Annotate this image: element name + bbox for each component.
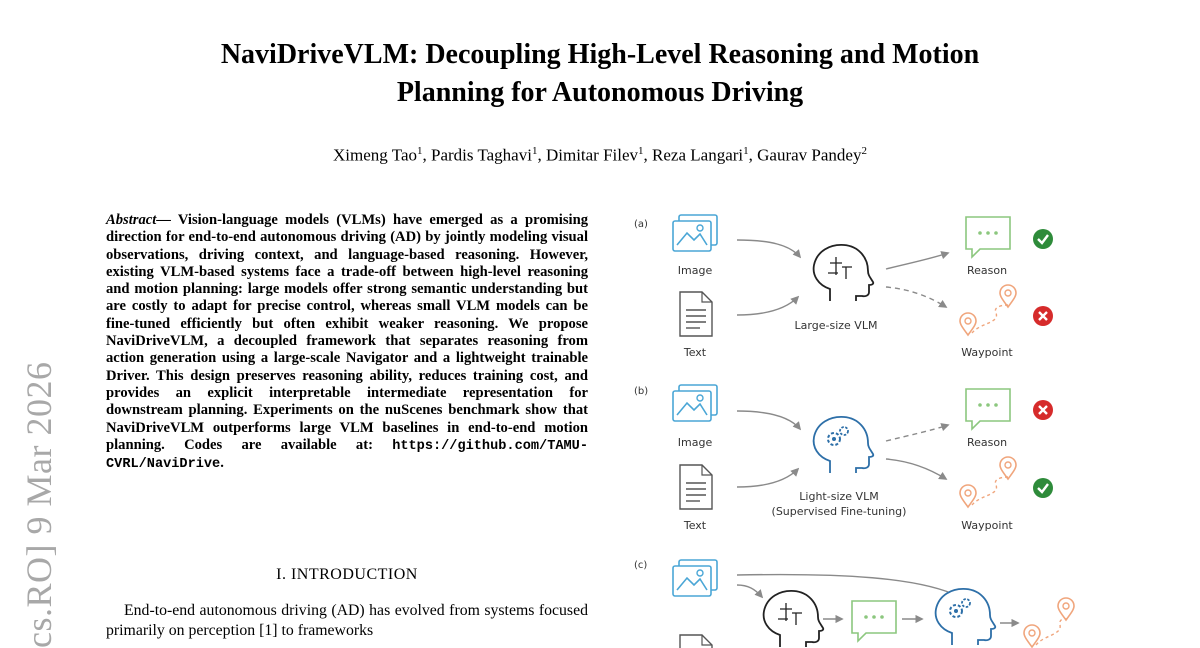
panel-b-tag: (b) <box>634 386 649 397</box>
panel-b-reason-label: Reason <box>966 436 1008 449</box>
cross-icon <box>1033 306 1053 326</box>
gear-head-icon <box>936 589 996 645</box>
author-name: Reza Langari <box>652 145 744 165</box>
author-list: Ximeng Tao$^1$, Pardis Taghavi$^1$, Dimitar Filev$^1$, Reza Langari$^1$, Gaurav Pandey$^2$ <box>333 145 867 165</box>
image-icon <box>673 560 717 596</box>
text-document-icon <box>680 292 712 336</box>
panel-b-model-sublabel: (Supervised Fine-tuning) <box>771 505 907 518</box>
gear-head-icon <box>814 417 874 473</box>
author-name: Dimitar Filev <box>545 145 639 165</box>
panel-a-image-label: Image <box>677 264 713 277</box>
text-document-icon <box>680 635 712 648</box>
reason-bubble-icon <box>966 217 1010 257</box>
intro-text: End-to-end autonomous driving (AD) has evolved from systems focused primarily on perception [1] to frameworks <box>106 602 588 639</box>
panel-b-image-label: Image <box>677 436 713 449</box>
brain-head-icon <box>814 245 874 301</box>
panel-c <box>634 560 1074 648</box>
panel-a-text-label: Text <box>683 346 707 359</box>
check-icon <box>1033 229 1053 249</box>
abstract-end: . <box>220 455 224 472</box>
title-line-1: NaviDriveVLM: Decoupling High-Level Reasoning and Motion <box>220 39 980 70</box>
panel-b-model-label: Light-size VLM <box>799 490 879 503</box>
section-heading: I. INTRODUCTION <box>276 566 418 583</box>
panel-c-tag: (c) <box>634 560 648 571</box>
abstract <box>106 212 588 473</box>
overview-figure <box>620 205 1090 648</box>
author-name: Ximeng Tao <box>333 145 417 165</box>
title-line-2: Planning for Autonomous Driving <box>396 77 804 108</box>
cross-icon <box>1033 400 1053 420</box>
image-icon <box>673 215 717 251</box>
panel-b-waypoint-label: Waypoint <box>961 519 1013 532</box>
panel-a <box>634 215 1053 359</box>
image-icon <box>673 385 717 421</box>
panel-a-model-label: Large-size VLM <box>794 319 878 332</box>
panel-b-text-label: Text <box>683 519 707 532</box>
panel-b <box>634 385 1053 532</box>
brain-head-icon <box>764 591 824 647</box>
author-name: Pardis Taghavi <box>431 145 532 165</box>
text-document-icon <box>680 465 712 509</box>
waypoint-pin-icon-end <box>1000 457 1016 479</box>
panel-a-tag: (a) <box>634 219 648 230</box>
arxiv-stamp: cs.RO] 9 Mar 2026 <box>19 361 59 648</box>
paper-title <box>0 36 1200 112</box>
waypoint-pin-icon-end <box>1058 598 1074 620</box>
author-name: Gaurav Pandey <box>757 145 862 165</box>
check-icon <box>1033 478 1053 498</box>
panel-a-reason-label: Reason <box>966 264 1008 277</box>
code-link[interactable]: https://github.com/TAMU-CVRL/NaviDrive <box>106 438 588 473</box>
author-affiliation: 1 <box>743 145 749 157</box>
abstract-body: — Vision-language models (VLMs) have emerged as a promising direction for end-to-end autonomous driving (AD) by jointly modeling visual observations, driving context, and language-based reasoning. However, existing VLM-based systems face a trade-off between high-level reasoning and motion planning: large models offer strong semantic understanding but are costly to adapt for precise control, whereas small VLM models can be fine-tuned efficiently but often exhibit weaker reasoning. We propose NaviDriveVLM, a decoupled framework that separates reasoning from action generation using a large-scale Navigator and a lightweight trainable Driver. This design preserves reasoning ability, reduces training cost, and provides an explicit interpretable intermediate representation for downstream planning. Experiments on the nuScenes benchmark show that NaviDriveVLM outperforms large VLM baselines in end-to-end motion planning. Codes are available at: <box>106 212 588 453</box>
panel-a-waypoint-label: Waypoint <box>961 346 1013 359</box>
reason-bubble-icon <box>852 601 896 641</box>
abstract-label: Abstract <box>106 212 157 228</box>
author-affiliation: 1 <box>638 145 644 157</box>
reason-bubble-icon <box>966 389 1010 429</box>
waypoint-pin-icon-end <box>1000 285 1016 307</box>
author-affiliation: 1 <box>531 145 538 157</box>
author-affiliation: 2 <box>861 145 867 157</box>
author-affiliation: 1 <box>417 145 423 157</box>
intro-paragraph <box>106 601 588 641</box>
